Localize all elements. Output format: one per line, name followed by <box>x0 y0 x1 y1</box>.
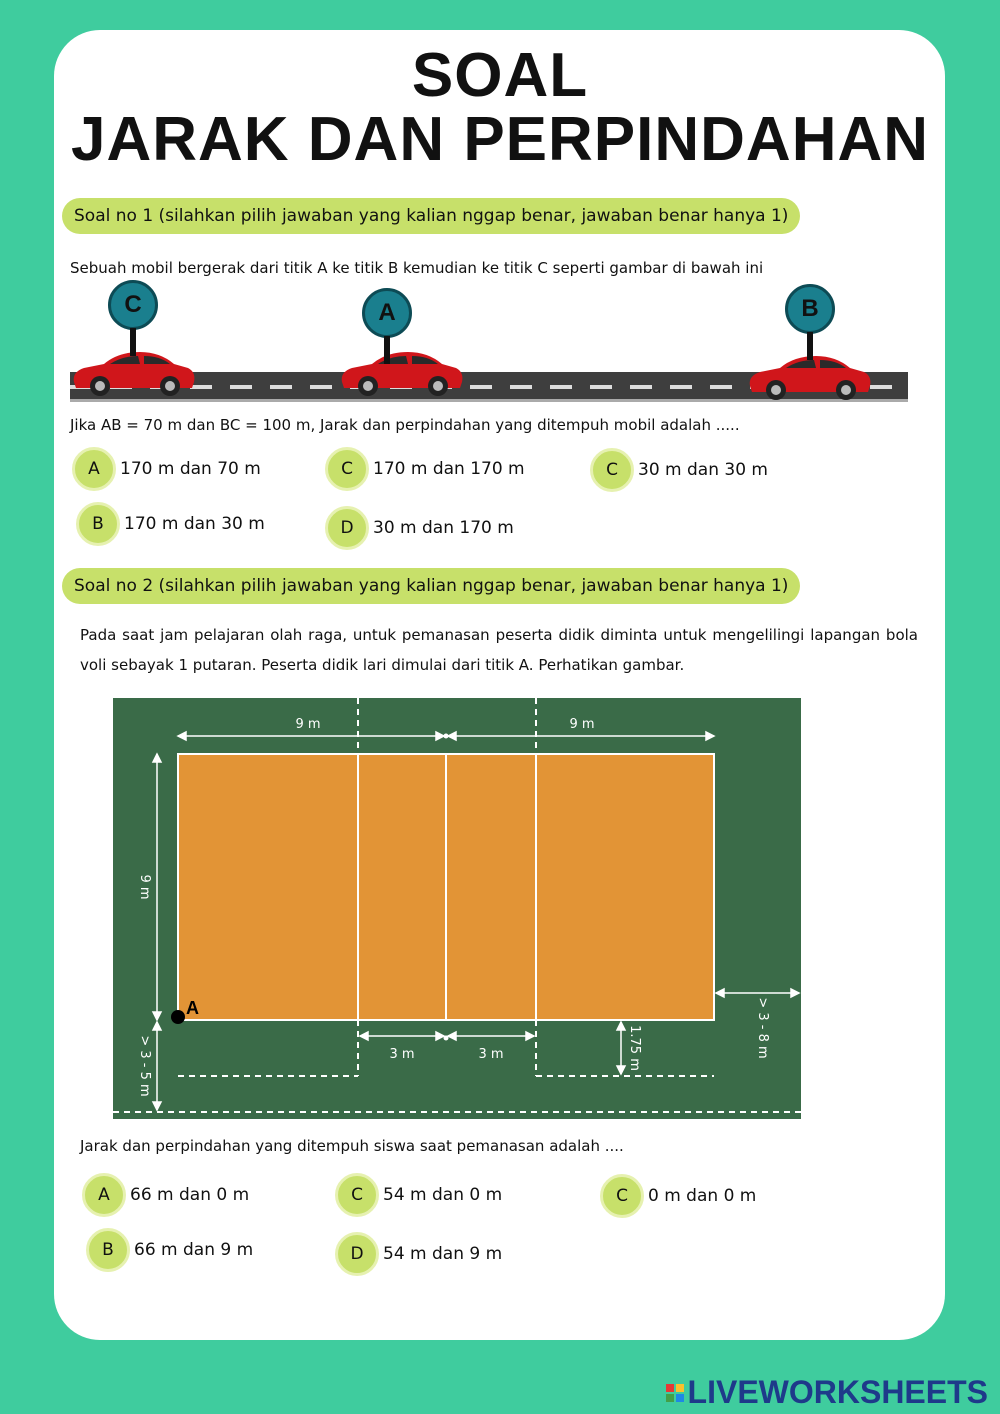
q1-option-a-text: 170 m dan 70 m <box>120 459 261 479</box>
q2-option-a[interactable] <box>82 1173 249 1217</box>
q1-option-b[interactable] <box>76 502 265 546</box>
question-2-header: Soal no 2 (silahkan pilih jawaban yang kalian nggap benar, jawaban benar hanya 1) <box>62 568 800 604</box>
q2-option-c-second[interactable] <box>600 1174 756 1218</box>
q1-option-a-bubble[interactable]: A <box>72 447 116 491</box>
court-dim-top-right: 9 m <box>569 717 595 732</box>
q2-option-b-text: 66 m dan 9 m <box>134 1240 254 1260</box>
q1-option-c-text: 170 m dan 170 m <box>373 459 525 479</box>
title-line-2: JARAK DAN PERPINDAHAN <box>70 105 930 174</box>
sign-a-label: A <box>362 288 412 338</box>
liveworksheets-logo-icon <box>666 1384 684 1402</box>
q1-option-d[interactable] <box>325 506 514 550</box>
q1-option-b-bubble[interactable]: B <box>76 502 120 546</box>
court-dim-left: 9 m <box>137 874 152 900</box>
sign-b <box>785 284 835 360</box>
q1-option-b-text: 170 m dan 30 m <box>124 514 265 534</box>
sign-c-label: C <box>108 280 158 330</box>
title-line-1: SOAL <box>411 41 589 110</box>
q1-option-c[interactable] <box>325 447 525 491</box>
q1-option-c-bubble[interactable]: C <box>325 447 369 491</box>
q1-option-d-bubble[interactable]: D <box>325 506 369 550</box>
question-1-header: Soal no 1 (silahkan pilih jawaban yang kalian nggap benar, jawaban benar hanya 1) <box>62 198 800 234</box>
court-dim-free-right: > 3 - 8 m <box>755 997 770 1059</box>
question-2-paragraph: Pada saat jam pelajaran olah raga, untuk pemanasan peserta didik diminta untuk mengelilingi lapangan bola voli sebayak 1 putaran. Peserta didik lari dimulai dari titik A. Perhatikan gambar. <box>80 626 918 674</box>
liveworksheets-logo-text: LIVEWORKSHEETS <box>687 1374 988 1410</box>
q2-option-a-text: 66 m dan 0 m <box>130 1185 250 1205</box>
q1-option-c-second-text: 30 m dan 30 m <box>638 460 768 480</box>
liveworksheets-logo <box>666 1374 988 1411</box>
q2-option-a-bubble[interactable]: A <box>82 1173 126 1217</box>
q2-option-d-text: 54 m dan 9 m <box>383 1244 503 1264</box>
q2-option-b[interactable] <box>86 1228 253 1272</box>
q1-option-a[interactable] <box>72 447 261 491</box>
volleyball-court-diagram <box>113 698 801 1119</box>
q2-option-d[interactable] <box>335 1232 502 1276</box>
question-1-text: Jika AB = 70 m dan BC = 100 m, Jarak dan perpindahan yang ditempuh mobil adalah ..... <box>70 416 740 434</box>
q1-option-d-text: 30 m dan 170 m <box>373 518 514 538</box>
question-2-text: Jarak dan perpindahan yang ditempuh siswa saat pemanasan adalah .... <box>80 1137 624 1155</box>
q2-option-c-bubble[interactable]: C <box>335 1173 379 1217</box>
q1-option-c-second-bubble[interactable]: C <box>590 448 634 492</box>
sign-a <box>362 288 412 364</box>
q1-option-c-second[interactable] <box>590 448 768 492</box>
court-point-a: A <box>186 998 199 1018</box>
sign-b-label: B <box>785 284 835 334</box>
q2-option-b-bubble[interactable]: B <box>86 1228 130 1272</box>
court-dim-bottom-left: 3 m <box>389 1047 415 1062</box>
q2-option-d-bubble[interactable]: D <box>335 1232 379 1276</box>
court-dim-top-left: 9 m <box>295 717 321 732</box>
question-1-intro: Sebuah mobil bergerak dari titik A ke titik B kemudian ke titik C seperti gambar di bawah ini <box>70 259 764 277</box>
q2-option-c[interactable] <box>335 1173 502 1217</box>
court-dim-service: 1.75 m <box>627 1025 642 1071</box>
q2-option-c-text: 54 m dan 0 m <box>383 1185 503 1205</box>
court-dim-bottom-right: 3 m <box>478 1047 504 1062</box>
sign-c <box>108 280 158 356</box>
q2-option-c-second-text: 0 m dan 0 m <box>648 1186 757 1206</box>
q2-option-c-second-bubble[interactable]: C <box>600 1174 644 1218</box>
court-dim-free-left: > 3 - 5 m <box>137 1035 152 1097</box>
